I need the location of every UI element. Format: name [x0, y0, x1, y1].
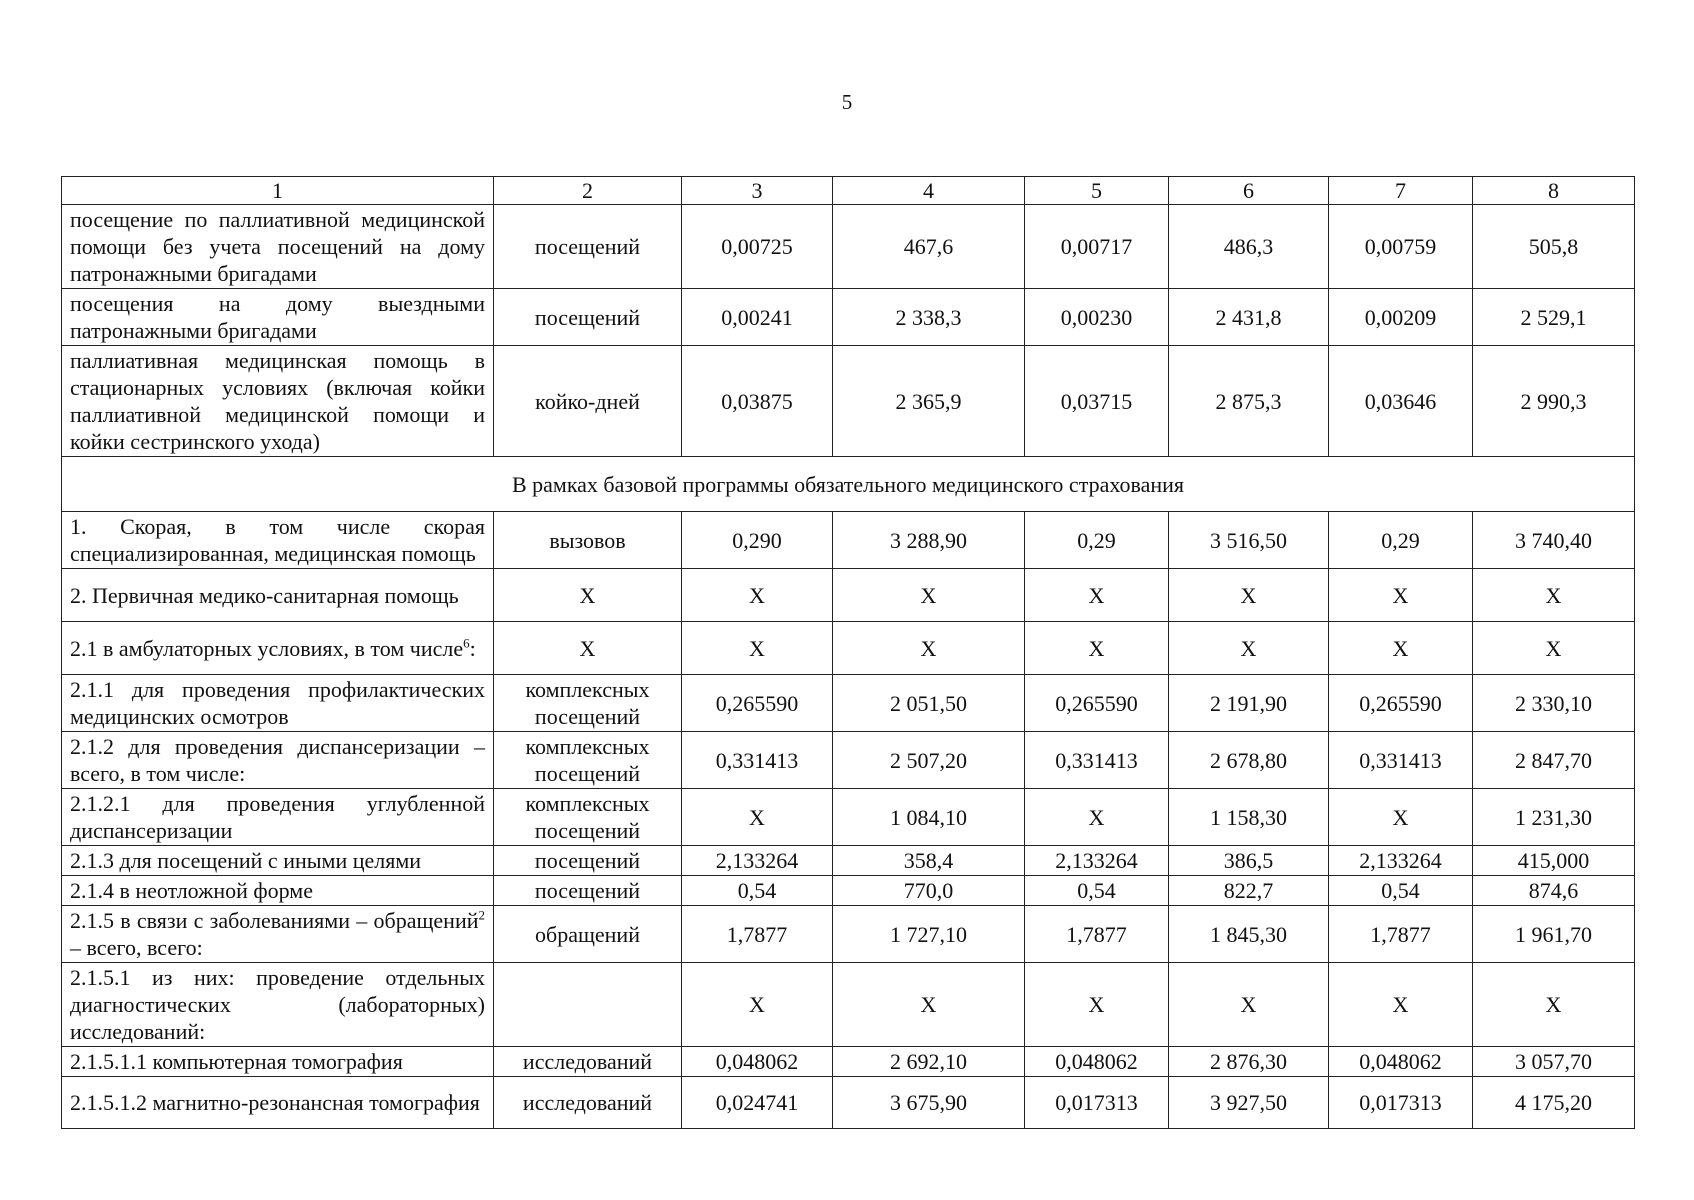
value-cell: 0,54	[1329, 876, 1473, 906]
value-cell: 0,00717	[1025, 205, 1169, 289]
value-cell: Х	[1329, 569, 1473, 622]
value-cell: 1 084,10	[833, 789, 1025, 846]
value-cell: 2 507,20	[833, 732, 1025, 789]
value-cell: 3 516,50	[1169, 512, 1329, 569]
table-row	[62, 289, 1635, 346]
value-cell: 2 875,3	[1169, 346, 1329, 457]
row-description-text: 2.1.5.1 из них: проведение отдельных диагностических (лабораторных) исследований:	[70, 965, 485, 1044]
table-row	[62, 963, 1635, 1047]
value-cell: 0,54	[1025, 876, 1169, 906]
unit-cell: посещений	[494, 289, 682, 346]
footnote-marker: 6	[463, 635, 470, 651]
unit-cell: Х	[494, 569, 682, 622]
value-cell: Х	[1169, 963, 1329, 1047]
unit-cell: исследований	[494, 1077, 682, 1129]
value-cell: Х	[833, 569, 1025, 622]
table-row	[62, 205, 1635, 289]
unit-cell: посещений	[494, 876, 682, 906]
data-table	[61, 176, 1635, 1129]
header-cell: 7	[1329, 177, 1473, 205]
table-row	[62, 846, 1635, 876]
unit-cell: комплексных посещений	[494, 789, 682, 846]
section-row	[62, 457, 1635, 512]
value-cell: 2,133264	[1025, 846, 1169, 876]
section-title: В рамках базовой программы обязательного медицинского страхования	[62, 457, 1635, 512]
value-cell: 0,048062	[1329, 1047, 1473, 1077]
value-cell: 1 158,30	[1169, 789, 1329, 846]
row-description-text: 1. Скорая, в том числе скорая специализированная, медицинская помощь	[70, 514, 485, 566]
value-cell: 1 231,30	[1473, 789, 1635, 846]
value-cell: 0,00230	[1025, 289, 1169, 346]
table-row	[62, 675, 1635, 732]
unit-cell: посещений	[494, 205, 682, 289]
value-cell: 0,265590	[682, 675, 833, 732]
value-cell: 0,048062	[682, 1047, 833, 1077]
row-description	[62, 1077, 494, 1129]
value-cell: 486,3	[1169, 205, 1329, 289]
value-cell: 415,000	[1473, 846, 1635, 876]
value-cell: 2 365,9	[833, 346, 1025, 457]
value-cell: 1 961,70	[1473, 906, 1635, 963]
row-description	[62, 569, 494, 622]
value-cell: Х	[1473, 569, 1635, 622]
value-cell: 3 675,90	[833, 1077, 1025, 1129]
row-description-text: паллиативная медицинская помощь в стационарных условиях (включая койки паллиативной медицинской помощи и койки сестринского ухода)	[70, 348, 485, 454]
value-cell: Х	[833, 622, 1025, 675]
value-cell: 770,0	[833, 876, 1025, 906]
unit-cell: комплексных посещений	[494, 675, 682, 732]
unit-cell: вызовов	[494, 512, 682, 569]
value-cell: Х	[1329, 963, 1473, 1047]
value-cell: 0,03875	[682, 346, 833, 457]
value-cell: Х	[682, 622, 833, 675]
value-cell: 0,331413	[682, 732, 833, 789]
row-description	[62, 963, 494, 1047]
row-description	[62, 846, 494, 876]
row-description	[62, 789, 494, 846]
value-cell: 0,00759	[1329, 205, 1473, 289]
value-cell: 0,265590	[1025, 675, 1169, 732]
header-cell: 1	[62, 177, 494, 205]
value-cell: 3 740,40	[1473, 512, 1635, 569]
value-cell: Х	[1025, 569, 1169, 622]
value-cell: 0,017313	[1025, 1077, 1169, 1129]
row-description-text: 2.1.4 в неотложной форме	[70, 878, 313, 903]
value-cell: Х	[1169, 569, 1329, 622]
row-description-text: 2.1.2.1 для проведения углубленной диспансеризации	[70, 791, 485, 843]
value-cell: 3 288,90	[833, 512, 1025, 569]
value-cell: 0,331413	[1329, 732, 1473, 789]
row-description-text: 2.1.1 для проведения профилактических медицинских осмотров	[70, 677, 485, 729]
row-description-text: посещение по паллиативной медицинской помощи без учета посещений на дому патронажными бригадами	[70, 207, 485, 286]
unit-cell: Х	[494, 622, 682, 675]
value-cell: 2 191,90	[1169, 675, 1329, 732]
value-cell: 2 529,1	[1473, 289, 1635, 346]
value-cell: 2 692,10	[833, 1047, 1025, 1077]
page-number: 5	[841, 90, 853, 114]
table-row	[62, 512, 1635, 569]
table-body	[62, 177, 1635, 1129]
value-cell: Х	[1329, 789, 1473, 846]
row-description-tail: – всего, всего:	[70, 935, 203, 960]
table-row	[62, 906, 1635, 963]
table-row	[62, 622, 1635, 675]
unit-cell: обращений	[494, 906, 682, 963]
header-cell: 3	[682, 177, 833, 205]
value-cell: Х	[682, 569, 833, 622]
value-cell: 822,7	[1169, 876, 1329, 906]
value-cell: 2 876,30	[1169, 1047, 1329, 1077]
value-cell: 0,29	[1329, 512, 1473, 569]
row-description-text: 2.1 в амбулаторных условиях, в том числе	[70, 635, 464, 661]
value-cell: 467,6	[833, 205, 1025, 289]
value-cell: Х	[1473, 963, 1635, 1047]
unit-cell: исследований	[494, 1047, 682, 1077]
row-description-text: посещения на дому выездными патронажными бригадами	[70, 291, 485, 343]
row-description	[62, 1047, 494, 1077]
row-description	[62, 732, 494, 789]
row-description	[62, 906, 494, 963]
value-cell: Х	[682, 789, 833, 846]
value-cell: 0,03646	[1329, 346, 1473, 457]
value-cell: 0,048062	[1025, 1047, 1169, 1077]
table-header-row	[62, 177, 1635, 205]
row-description	[62, 346, 494, 457]
value-cell: 0,290	[682, 512, 833, 569]
value-cell: Х	[1025, 789, 1169, 846]
value-cell: 0,024741	[682, 1077, 833, 1129]
unit-cell: комплексных посещений	[494, 732, 682, 789]
value-cell: 874,6	[1473, 876, 1635, 906]
value-cell: 4 175,20	[1473, 1077, 1635, 1129]
header-cell: 8	[1473, 177, 1635, 205]
value-cell: 2,133264	[682, 846, 833, 876]
value-cell: 2 330,10	[1473, 675, 1635, 732]
header-cell: 4	[833, 177, 1025, 205]
row-description-text: 2.1.5.1.2 магнитно-резонансная томография	[70, 1090, 480, 1115]
value-cell: 0,00241	[682, 289, 833, 346]
footnote-marker: 2	[478, 907, 485, 923]
value-cell: 0,54	[682, 876, 833, 906]
value-cell: 2 990,3	[1473, 346, 1635, 457]
value-cell: 358,4	[833, 846, 1025, 876]
value-cell: 3 927,50	[1169, 1077, 1329, 1129]
table-row	[62, 1047, 1635, 1077]
value-cell: 2 847,70	[1473, 732, 1635, 789]
value-cell: Х	[1329, 622, 1473, 675]
row-description	[62, 622, 494, 675]
unit-cell: посещений	[494, 846, 682, 876]
table-row	[62, 732, 1635, 789]
value-cell: 1,7877	[682, 906, 833, 963]
value-cell: 1 727,10	[833, 906, 1025, 963]
value-cell: 1,7877	[1329, 906, 1473, 963]
value-cell: 1 845,30	[1169, 906, 1329, 963]
value-cell: 2,133264	[1329, 846, 1473, 876]
value-cell: 505,8	[1473, 205, 1635, 289]
row-description	[62, 876, 494, 906]
value-cell: 2 678,80	[1169, 732, 1329, 789]
row-description	[62, 289, 494, 346]
unit-cell: койко-дней	[494, 346, 682, 457]
value-cell: 2 051,50	[833, 675, 1025, 732]
value-cell: 2 338,3	[833, 289, 1025, 346]
value-cell: 1,7877	[1025, 906, 1169, 963]
row-description	[62, 512, 494, 569]
value-cell: 386,5	[1169, 846, 1329, 876]
value-cell: Х	[1169, 622, 1329, 675]
unit-cell	[494, 963, 682, 1047]
value-cell: 0,29	[1025, 512, 1169, 569]
value-cell: Х	[1473, 622, 1635, 675]
value-cell: 0,00209	[1329, 289, 1473, 346]
value-cell: 3 057,70	[1473, 1047, 1635, 1077]
row-description-text: 2.1.3 для посещений с иными целями	[70, 848, 422, 873]
value-cell: Х	[682, 963, 833, 1047]
table-row	[62, 789, 1635, 846]
row-description-tail: :	[469, 635, 476, 661]
value-cell: Х	[833, 963, 1025, 1047]
value-cell: Х	[1025, 622, 1169, 675]
value-cell: 0,265590	[1329, 675, 1473, 732]
value-cell: 0,03715	[1025, 346, 1169, 457]
row-description	[62, 675, 494, 732]
value-cell: 0,017313	[1329, 1077, 1473, 1129]
value-cell: 0,331413	[1025, 732, 1169, 789]
row-description-text: 2.1.5 в связи с заболеваниями – обращений	[70, 908, 479, 933]
table-row	[62, 1077, 1635, 1129]
row-description	[62, 205, 494, 289]
table-row	[62, 346, 1635, 457]
table-row	[62, 569, 1635, 622]
table-row	[62, 876, 1635, 906]
value-cell: 2 431,8	[1169, 289, 1329, 346]
row-description-text: 2.1.5.1.1 компьютерная томография	[70, 1049, 403, 1074]
header-cell: 2	[494, 177, 682, 205]
row-description-text: 2.1.2 для проведения диспансеризации – всего, в том числе:	[70, 734, 485, 786]
header-cell: 6	[1169, 177, 1329, 205]
header-cell: 5	[1025, 177, 1169, 205]
value-cell: Х	[1025, 963, 1169, 1047]
row-description-text: 2. Первичная медико-санитарная помощь	[70, 582, 459, 608]
value-cell: 0,00725	[682, 205, 833, 289]
